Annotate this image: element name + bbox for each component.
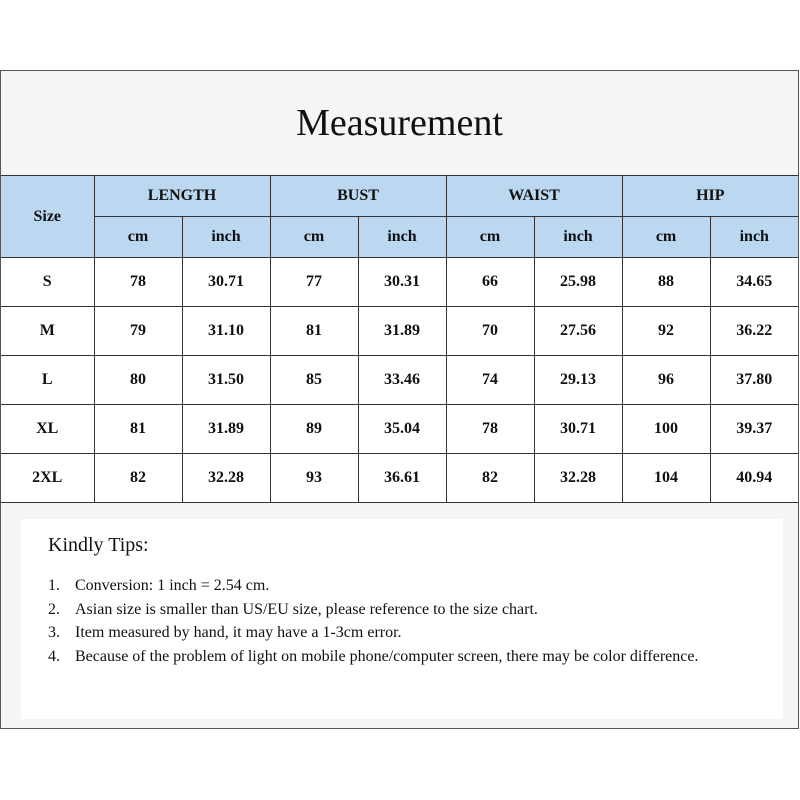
hip-cm-cell: 88 xyxy=(622,258,710,307)
length-cm-cell: 80 xyxy=(94,356,182,405)
bust-cm-cell: 77 xyxy=(270,258,358,307)
waist-cm-cell: 70 xyxy=(446,307,534,356)
waist-cm-cell: 66 xyxy=(446,258,534,307)
unit-header-inch: inch xyxy=(182,217,270,258)
unit-header-inch: inch xyxy=(710,217,798,258)
length-cm-cell: 79 xyxy=(94,307,182,356)
waist-inch-cell: 27.56 xyxy=(534,307,622,356)
length-inch-cell: 31.50 xyxy=(182,356,270,405)
waist-inch-cell: 30.71 xyxy=(534,405,622,454)
hip-inch-cell: 34.65 xyxy=(710,258,798,307)
tip-item xyxy=(48,645,748,669)
tip-text: Item measured by hand, it may have a 1-3cm error. xyxy=(75,624,402,641)
length-inch-cell: 32.28 xyxy=(182,454,270,503)
tip-item xyxy=(48,621,748,645)
bust-inch-cell: 31.89 xyxy=(358,307,446,356)
size-chart-table xyxy=(1,175,798,503)
group-header-row xyxy=(1,176,798,217)
hip-cm-cell: 100 xyxy=(622,405,710,454)
table-row xyxy=(1,258,798,307)
unit-header-row xyxy=(1,217,798,258)
table-row xyxy=(1,307,798,356)
length-cm-cell: 78 xyxy=(94,258,182,307)
unit-header-inch: inch xyxy=(358,217,446,258)
kindly-tips-panel xyxy=(21,519,783,719)
group-header-bust: BUST xyxy=(270,176,446,217)
size-cell: S xyxy=(1,258,94,307)
group-header-length: LENGTH xyxy=(94,176,270,217)
size-column-header: Size xyxy=(1,176,94,258)
measurement-card xyxy=(0,70,799,729)
tips-title: Kindly Tips: xyxy=(48,534,149,556)
bust-inch-cell: 30.31 xyxy=(358,258,446,307)
tip-text: Asian size is smaller than US/EU size, please reference to the size chart. xyxy=(75,600,538,618)
unit-header-inch: inch xyxy=(534,217,622,258)
bust-inch-cell: 36.61 xyxy=(358,454,446,503)
group-header-waist: WAIST xyxy=(446,176,622,217)
unit-header-cm: cm xyxy=(446,217,534,258)
waist-cm-cell: 78 xyxy=(446,405,534,454)
group-header-hip: HIP xyxy=(622,176,798,217)
length-inch-cell: 31.10 xyxy=(182,307,270,356)
table-row xyxy=(1,356,798,405)
tip-number: 2. xyxy=(48,600,60,618)
waist-inch-cell: 32.28 xyxy=(534,454,622,503)
hip-inch-cell: 39.37 xyxy=(710,405,798,454)
tip-number: 3. xyxy=(48,624,60,641)
bust-inch-cell: 35.04 xyxy=(358,405,446,454)
hip-cm-cell: 104 xyxy=(622,454,710,503)
size-cell: L xyxy=(1,356,94,405)
tips-list xyxy=(48,574,748,668)
tip-number: 4. xyxy=(48,647,60,665)
waist-inch-cell: 25.98 xyxy=(534,258,622,307)
hip-cm-cell: 92 xyxy=(622,307,710,356)
bust-inch-cell: 33.46 xyxy=(358,356,446,405)
hip-inch-cell: 37.80 xyxy=(710,356,798,405)
waist-inch-cell: 29.13 xyxy=(534,356,622,405)
unit-header-cm: cm xyxy=(270,217,358,258)
tip-number: 1. xyxy=(48,577,60,594)
hip-inch-cell: 36.22 xyxy=(710,307,798,356)
hip-cm-cell: 96 xyxy=(622,356,710,405)
bust-cm-cell: 81 xyxy=(270,307,358,356)
length-inch-cell: 30.71 xyxy=(182,258,270,307)
waist-cm-cell: 82 xyxy=(446,454,534,503)
bust-cm-cell: 85 xyxy=(270,356,358,405)
tip-item xyxy=(48,598,748,622)
waist-cm-cell: 74 xyxy=(446,356,534,405)
length-cm-cell: 81 xyxy=(94,405,182,454)
unit-header-cm: cm xyxy=(94,217,182,258)
size-cell: M xyxy=(1,307,94,356)
unit-header-cm: cm xyxy=(622,217,710,258)
tip-text: Conversion: 1 inch = 2.54 cm. xyxy=(75,577,270,594)
length-cm-cell: 82 xyxy=(94,454,182,503)
size-cell: XL xyxy=(1,405,94,454)
tip-text: Because of the problem of light on mobile phone/computer screen, there may be color difference. xyxy=(75,647,699,665)
table-row xyxy=(1,454,798,503)
bust-cm-cell: 89 xyxy=(270,405,358,454)
length-inch-cell: 31.89 xyxy=(182,405,270,454)
table-row xyxy=(1,405,798,454)
size-cell: 2XL xyxy=(1,454,94,503)
page-title: Measurement xyxy=(296,102,503,144)
tip-item xyxy=(48,574,748,598)
hip-inch-cell: 40.94 xyxy=(710,454,798,503)
bust-cm-cell: 93 xyxy=(270,454,358,503)
